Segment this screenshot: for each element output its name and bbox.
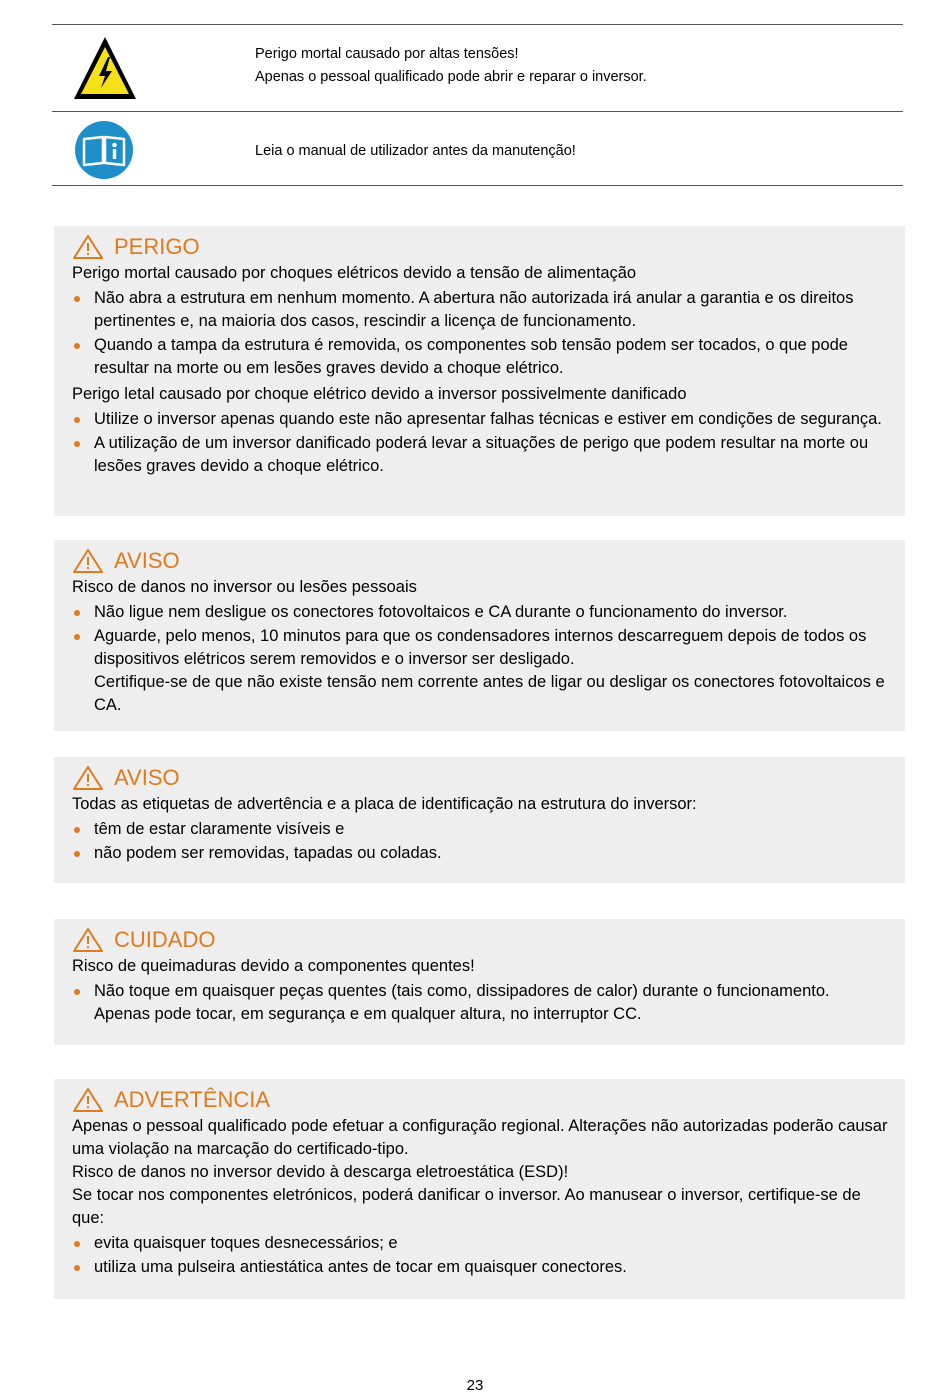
box-paragraph: Risco de danos no inversor devido à descarga eletroestática (ESD)! [72, 1163, 569, 1181]
warning-triangle-icon [72, 927, 104, 953]
box-heading [72, 1085, 897, 1115]
symbol-row-high-voltage [52, 24, 903, 111]
warning-triangle-icon [72, 234, 104, 260]
warning-box [54, 1079, 905, 1299]
box-title: AVISO [114, 765, 180, 790]
box-heading [72, 232, 897, 262]
box-subtitle: Perigo letal causado por choque elétrico devido a inversor possivelmente danificado [72, 385, 687, 403]
box-heading [72, 925, 897, 955]
bullet-item: A utilização de um inversor danificado poderá levar a situações de perigo que podem resultar na morte ou lesões graves devido a choque elétrico. [72, 432, 897, 478]
symbol-table [52, 24, 903, 186]
bullet-list [72, 818, 897, 865]
symbol-row-manual [52, 111, 903, 186]
bullet-text: Certifique-se de que não existe tensão nem corrente antes de ligar ou desligar os conectores fotovoltaicos e CA. [94, 673, 885, 714]
box-subtitle: Todas as etiquetas de advertência e a placa de identificação na estrutura do inversor: [72, 795, 697, 813]
danger-box [54, 226, 905, 516]
bullet-list [72, 287, 897, 380]
bullet-list [72, 408, 897, 478]
box-title: AVISO [114, 548, 180, 573]
high-voltage-icon [72, 35, 138, 106]
box-title: CUIDADO [114, 927, 216, 952]
box-subtitle: Perigo mortal causado por choques elétricos devido a tensão de alimentação [72, 264, 637, 282]
box-subtitle: Risco de danos no inversor ou lesões pessoais [72, 578, 417, 596]
bullet-text: Aguarde, pelo menos, 10 minutos para que os condensadores internos descarreguem depois de todos os dispositivos elétricos serem removidos e o inversor ser desligado. [94, 627, 867, 668]
bullet-list [72, 601, 897, 717]
caution-box [54, 919, 905, 1045]
box-heading [72, 546, 897, 576]
warning-triangle-icon [72, 548, 104, 574]
bullet-text: Não toque em quaisquer peças quentes (tais como, dissipadores de calor) durante o funcionamento. [94, 982, 830, 1000]
box-paragraph: Se tocar nos componentes eletrónicos, poderá danificar o inversor. Ao manusear o inversor, certifique-se de que: [72, 1186, 861, 1227]
bullet-list [72, 1232, 897, 1279]
bullet-item [72, 625, 897, 717]
box-heading [72, 763, 897, 793]
bullet-item: têm de estar claramente visíveis e [72, 818, 897, 841]
bullet-item: Não ligue nem desligue os conectores fotovoltaicos e CA durante o funcionamento do inversor. [72, 601, 897, 624]
symbol-text-line: Perigo mortal causado por altas tensões! [255, 46, 519, 62]
bullet-list [72, 980, 897, 1026]
bullet-item: utiliza uma pulseira antiestática antes de tocar em quaisquer conectores. [72, 1256, 897, 1279]
symbol-text-manual [255, 140, 576, 163]
bullet-item [72, 980, 897, 1026]
warning-triangle-icon [72, 765, 104, 791]
read-manual-icon [74, 120, 134, 185]
bullet-item: Utilize o inversor apenas quando este não apresentar falhas técnicas e estiver em condições de segurança. [72, 408, 897, 431]
notice-box [54, 757, 905, 883]
symbol-text-high-voltage [255, 43, 647, 89]
bullet-item: Quando a tampa da estrutura é removida, os componentes sob tensão podem ser tocados, o que pode resultar na morte ou em lesões graves devido a choque elétrico. [72, 334, 897, 380]
box-title: PERIGO [114, 234, 200, 259]
notice-box [54, 540, 905, 731]
bullet-item: evita quaisquer toques desnecessários; e [72, 1232, 897, 1255]
bullet-item: Não abra a estrutura em nenhum momento. A abertura não autorizada irá anular a garantia e os direitos pertinentes e, na maioria dos casos, rescindir a licença de funcionamento. [72, 287, 897, 333]
bullet-item: não podem ser removidas, tapadas ou coladas. [72, 842, 897, 865]
symbol-text-line: Leia o manual de utilizador antes da manutenção! [255, 143, 576, 159]
page-number: 23 [466, 1377, 484, 1394]
symbol-text-line: Apenas o pessoal qualificado pode abrir e reparar o inversor. [255, 69, 647, 85]
box-subtitle: Risco de queimaduras devido a componentes quentes! [72, 957, 475, 975]
warning-triangle-icon [72, 1087, 104, 1113]
bullet-text: Apenas pode tocar, em segurança e em qualquer altura, no interruptor CC. [94, 1005, 642, 1023]
box-title: ADVERTÊNCIA [114, 1087, 271, 1112]
box-paragraph: Apenas o pessoal qualificado pode efetuar a configuração regional. Alterações não autorizadas poderão causar uma violação na marcação do certificado-tipo. [72, 1117, 888, 1158]
